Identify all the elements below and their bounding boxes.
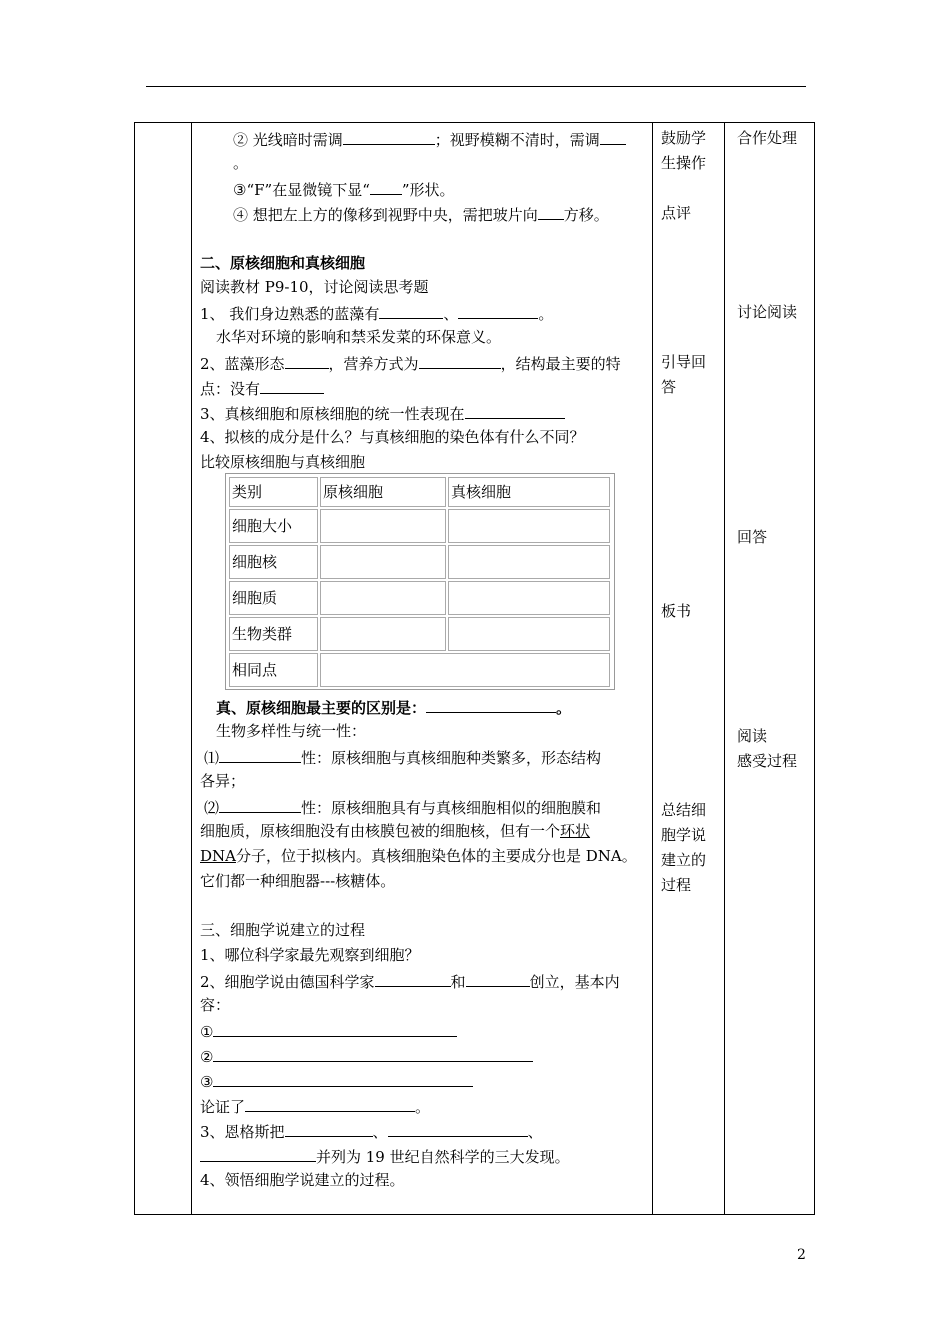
comparison-table [225, 473, 615, 690]
diversity-item-1-line2: 各异； [200, 772, 246, 790]
column-divider [191, 123, 192, 1214]
table-cell [320, 653, 610, 687]
section-2-title: 二、原核细胞和真核细胞 [200, 254, 366, 272]
diversity-item-2-line3: DNA分子，位于拟核内。真核细胞染色体的主要成分也是 DNA。 [200, 847, 637, 865]
student-note-4a: 阅读 [737, 727, 768, 745]
question-end-mark: 。 [233, 154, 249, 172]
proved-line: 论证了 。 [200, 1095, 430, 1117]
question-move-slide: ④ 想把左上方的像移到视野中央，需把玻片向 方移。 [233, 203, 609, 225]
section-3-title: 三、细胞学说建立的过程 [200, 921, 366, 939]
table-row-label: 细胞大小 [229, 509, 318, 543]
student-note-2: 讨论阅读 [737, 303, 798, 321]
section-3-question-1: 1、哪位科学家最先观察到细胞？ [200, 946, 420, 964]
table-header-cell: 原核细胞 [320, 477, 446, 507]
table-row-label: 相同点 [229, 653, 318, 687]
student-note-1: 合作处理 [737, 129, 798, 147]
question-light: ② 光线暗时需调 ；视野模糊不清时，需调 [233, 128, 626, 150]
student-note-3: 回答 [737, 528, 768, 546]
table-cell [320, 617, 446, 651]
diversity-item-2-line4: 它们都一种细胞器---核糖体。 [200, 872, 396, 890]
table-row-label: 细胞质 [229, 581, 318, 615]
question-4: 4、拟核的成分是什么？与真核细胞的染色体有什么不同？ [200, 428, 585, 446]
header-rule [146, 86, 806, 87]
section-3-question-2: 2、细胞学说由德国科学家 和 创立，基本内 [200, 970, 620, 992]
column-divider [724, 123, 725, 1214]
section-3-question-3-line2: 并列为 19 世纪自然科学的三大发现。 [200, 1145, 570, 1167]
teacher-note-3a: 引导回 [661, 353, 707, 371]
question-2: 2、蓝藻形态 ，营养方式为 ，结构最主要的特 [200, 352, 621, 374]
question-f-shape: ③“F”在显微镜下显“ ”形状。 [233, 178, 455, 200]
table-row-label: 生物类群 [229, 617, 318, 651]
table-cell [448, 509, 610, 543]
question-1-line2: 水华对环境的影响和禁采发菜的环保意义。 [216, 328, 502, 346]
diversity-item-1: ⑴ 性：原核细胞与真核细胞种类繁多，形态结构 [204, 746, 601, 768]
table-cell [320, 545, 446, 579]
diversity-title: 生物多样性与统一性： [216, 722, 367, 740]
content-item-1: ① [200, 1020, 457, 1042]
question-1: 1、 我们身边熟悉的蓝藻有 、 。 [200, 302, 553, 324]
table-cell [448, 581, 610, 615]
read-task: 阅读教材 P9-10，讨论阅读思考题 [200, 278, 429, 296]
table-cell [448, 617, 610, 651]
teacher-note-5d: 过程 [661, 876, 692, 894]
main-difference: 真、原核细胞最主要的区别是： 。 [216, 696, 571, 718]
table-row-label: 细胞核 [229, 545, 318, 579]
teacher-note-4: 板书 [661, 602, 692, 620]
teacher-note-3b: 答 [661, 378, 677, 396]
table-cell [320, 581, 446, 615]
table-header-cell: 类别 [229, 477, 318, 507]
teacher-note-1a: 鼓励学 [661, 129, 707, 147]
teacher-note-1b: 生操作 [661, 154, 707, 172]
table-cell [320, 509, 446, 543]
student-note-4b: 感受过程 [737, 752, 798, 770]
question-3: 3、真核细胞和原核细胞的统一性表现在 [200, 402, 565, 424]
teacher-note-5a: 总结细 [661, 801, 707, 819]
table-header-cell: 真核细胞 [448, 477, 610, 507]
diversity-item-2-line2: 细胞质，原核细胞没有由核膜包被的细胞核，但有一个环状 [200, 822, 591, 840]
question-2-line2: 点：没有 [200, 377, 324, 399]
section-3-question-3: 3、恩格斯把 、 、 [200, 1120, 543, 1142]
teacher-note-5c: 建立的 [661, 851, 707, 869]
compare-title: 比较原核细胞与真核细胞 [200, 453, 366, 471]
diversity-item-2: ⑵ 性：原核细胞具有与真核细胞相似的细胞膜和 [204, 796, 601, 818]
content-item-3: ③ [200, 1070, 473, 1092]
column-divider [652, 123, 653, 1214]
content-item-2: ② [200, 1045, 533, 1067]
section-3-question-4: 4、领悟细胞学说建立的过程。 [200, 1171, 405, 1189]
teacher-note-2: 点评 [661, 204, 692, 222]
teacher-note-5b: 胞学说 [661, 826, 707, 844]
section-3-question-2-line2: 容： [200, 996, 231, 1014]
page-number: 2 [797, 1247, 806, 1263]
table-cell [448, 545, 610, 579]
